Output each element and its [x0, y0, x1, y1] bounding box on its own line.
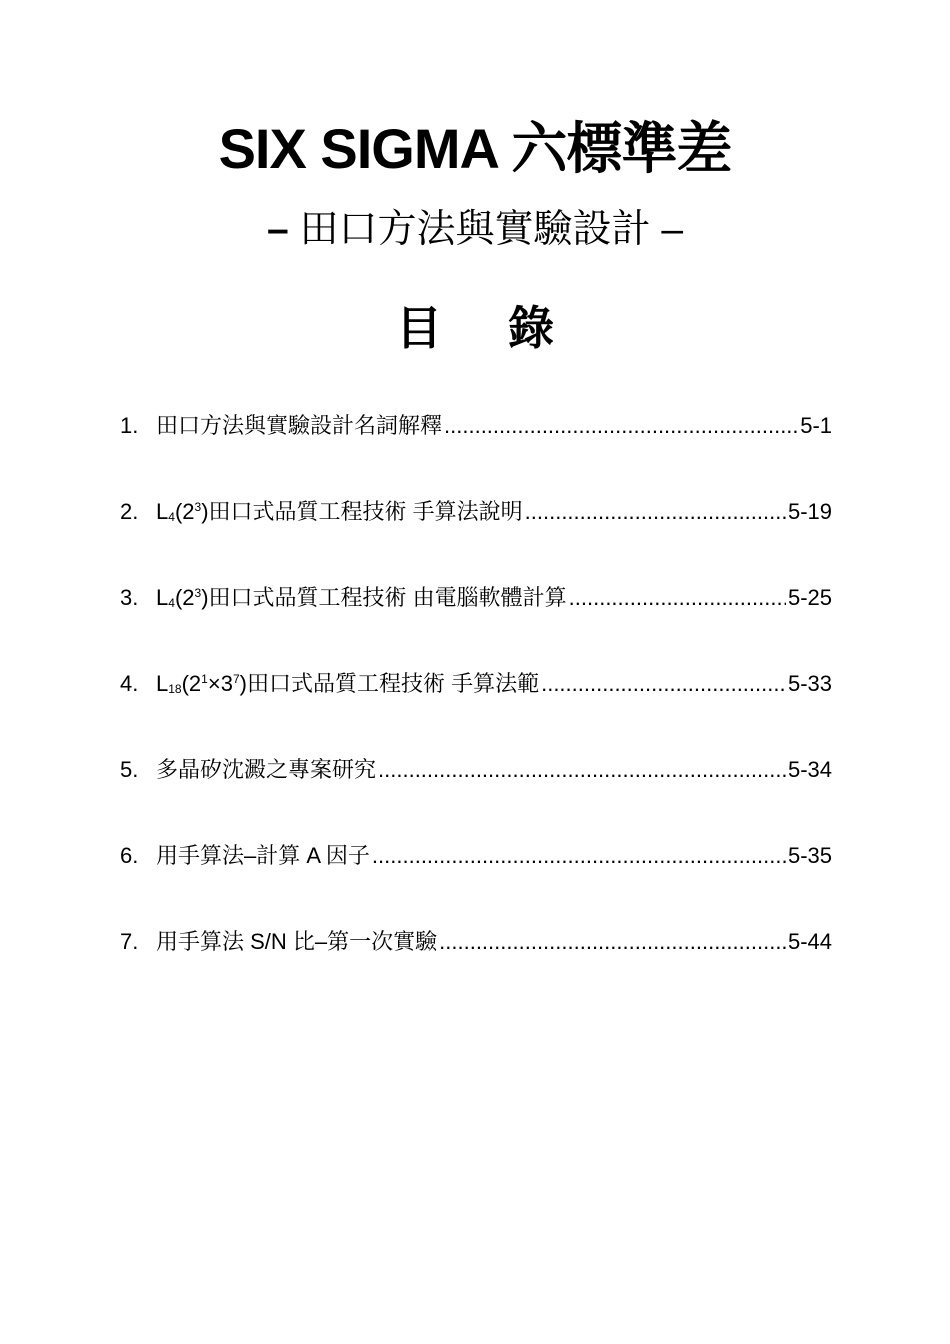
subtitle-dash-right: – [661, 208, 684, 251]
toc-title-rest: )田口式品質工程技術 手算法範 [239, 671, 540, 696]
toc-entry-page: 5-25 [787, 585, 832, 610]
document-title: SIX SIGMA 六標準差 [218, 117, 732, 180]
toc-title-mid: ×3 [207, 671, 233, 696]
toc-entry-5[interactable] [120, 749, 832, 835]
toc-title-l: L [156, 585, 169, 610]
toc-entry-title [156, 663, 539, 705]
toc-entry-page: 5-1 [800, 413, 832, 438]
toc-heading-char-2: 錄 [508, 302, 554, 354]
toc-entry-page: 5-44 [787, 929, 832, 954]
toc-entry-page: 5-19 [787, 499, 832, 524]
toc-dot-leader [378, 749, 786, 791]
toc-title-superscript: 3 [194, 586, 202, 600]
toc-title-rest: )田口式品質工程技術 由電腦軟體計算 [201, 585, 567, 610]
subtitle-text: 田口方法與實驗設計 [288, 208, 662, 251]
document-subtitle [0, 198, 950, 254]
toc-title-open: (2 [174, 585, 195, 610]
toc-entry-title: 多晶矽沈澱之專案研究 [156, 757, 377, 782]
toc-entry-title: 用手算法 S/N 比–第一次實驗 [156, 929, 438, 954]
toc-entry-page: 5-35 [787, 843, 832, 868]
toc-entry-number: 2. [120, 499, 139, 524]
subtitle-dash-left: – [266, 208, 289, 251]
toc-dot-leader [525, 491, 786, 533]
toc-entry-number: 6. [120, 843, 139, 868]
toc-dot-leader [444, 405, 798, 447]
toc-entry-title: 用手算法–計算 A 因子 [156, 843, 370, 868]
toc-entry-number: 7. [120, 929, 139, 954]
toc-title-subscript: 4 [168, 510, 175, 524]
toc-entry-title [156, 491, 523, 533]
toc-entry-page: 5-34 [787, 757, 832, 782]
toc-title-l: L [156, 671, 169, 696]
toc-heading [0, 292, 950, 358]
toc-dot-leader [439, 921, 786, 963]
toc-entry-3[interactable] [120, 577, 832, 663]
toc-entry-title [156, 577, 567, 619]
toc-entry-2[interactable] [120, 491, 832, 577]
toc-title-superscript: 3 [194, 500, 202, 514]
toc-entry-1[interactable] [120, 405, 832, 491]
toc-dot-leader [372, 835, 786, 877]
toc-entry-number: 3. [120, 585, 139, 610]
toc-entry-6[interactable] [120, 835, 832, 921]
toc-title-open: (2 [181, 671, 202, 696]
toc-entry-4[interactable] [120, 663, 832, 749]
table-of-contents [120, 405, 832, 1007]
toc-title-superscript-2: 7 [232, 672, 240, 686]
toc-title-rest: )田口式品質工程技術 手算法說明 [201, 499, 523, 524]
toc-entry-number: 4. [120, 671, 139, 696]
toc-entry-7[interactable] [120, 921, 832, 1007]
toc-dot-leader [541, 663, 786, 705]
toc-dot-leader [569, 577, 786, 619]
toc-title-l: L [156, 499, 169, 524]
toc-title-superscript: 1 [201, 672, 208, 686]
toc-heading-char-1: 目 [396, 302, 442, 354]
toc-entry-number: 5. [120, 757, 139, 782]
toc-title-subscript: 4 [168, 596, 175, 610]
toc-entry-title: 田口方法與實驗設計名詞解釋 [156, 413, 443, 438]
toc-title-open: (2 [174, 499, 195, 524]
toc-entry-number: 1. [120, 413, 139, 438]
toc-entry-page: 5-33 [787, 671, 832, 696]
toc-title-subscript: 18 [168, 682, 182, 696]
